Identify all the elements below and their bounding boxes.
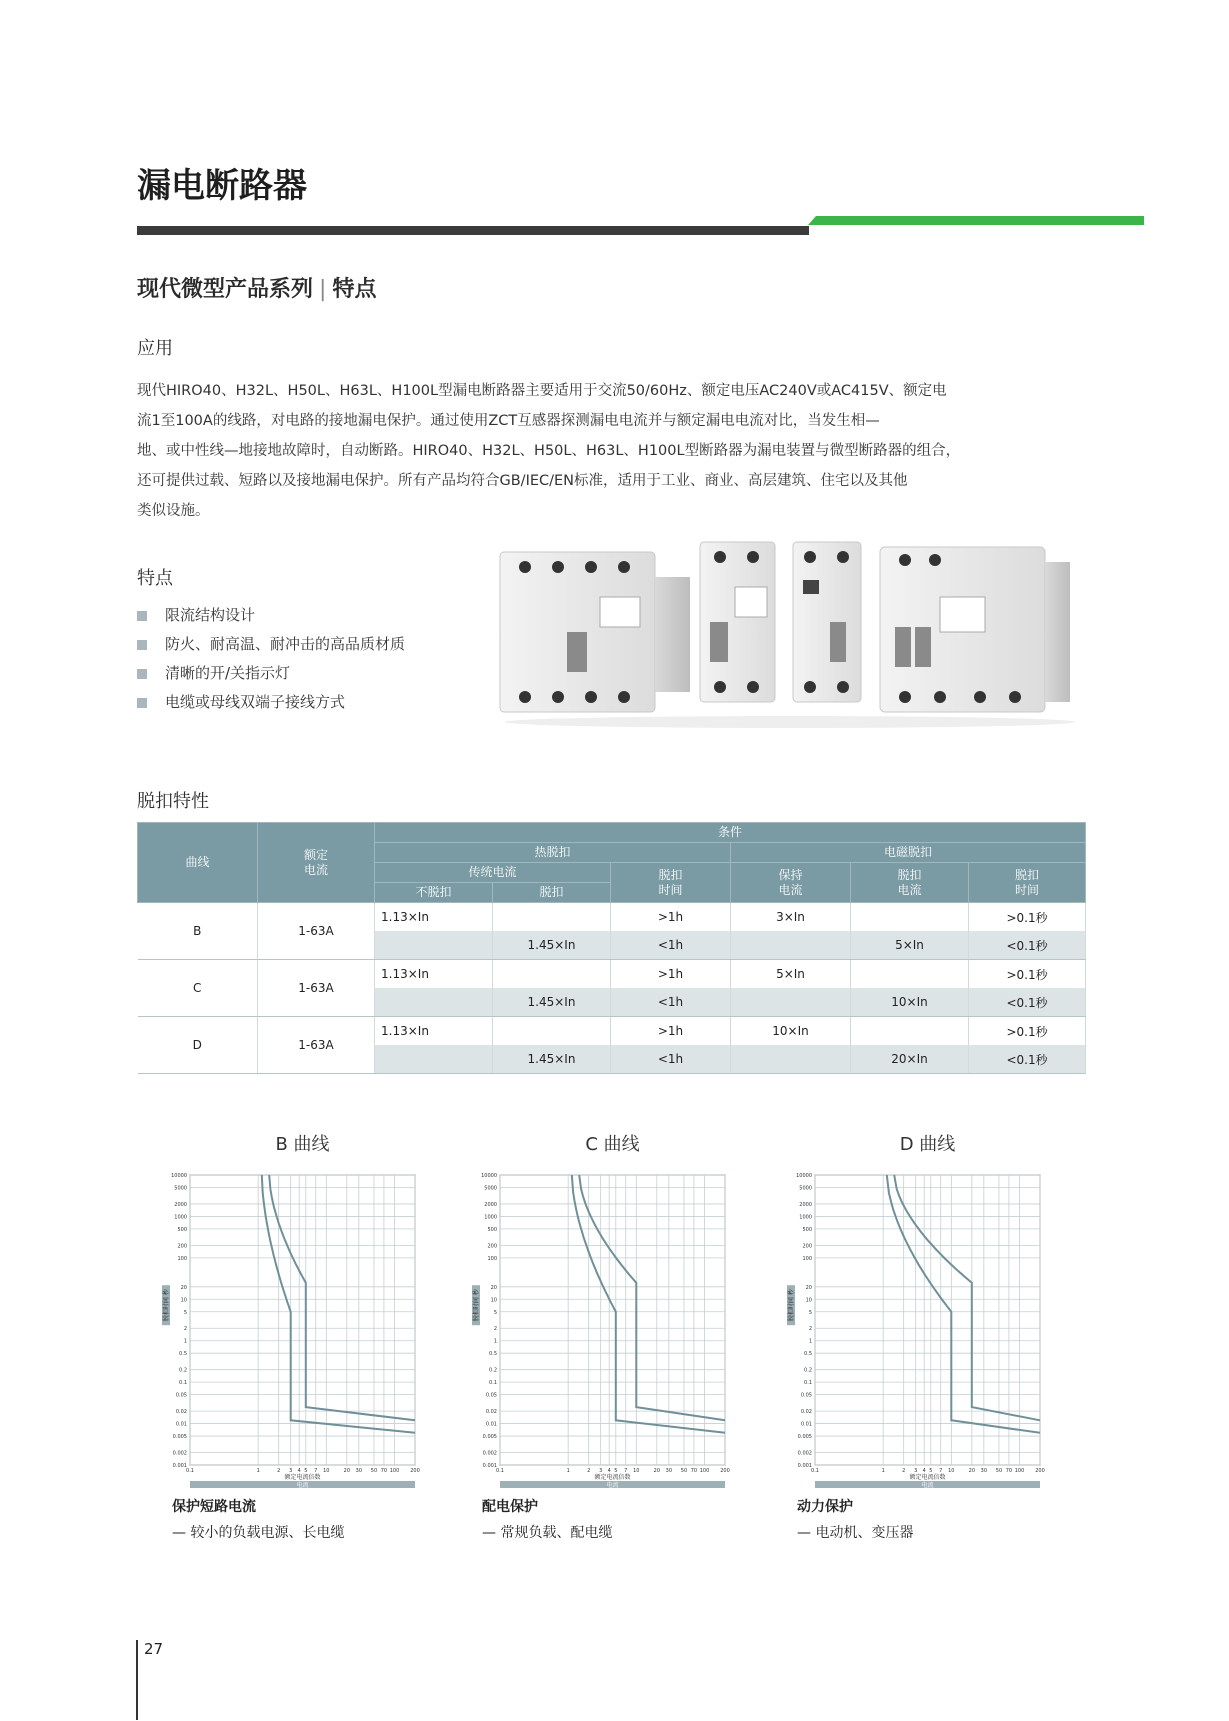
y-tick-label: 0.5 — [804, 1351, 812, 1358]
x-tick-label: 100 — [699, 1468, 710, 1474]
y-tick-label: 0.001 — [482, 1463, 497, 1469]
mtime-cell: >0.1秒 — [969, 903, 1086, 932]
curve-cell: B — [138, 903, 258, 960]
y-tick-label: 1000 — [799, 1214, 812, 1221]
table-row — [138, 903, 1086, 932]
plot-frame — [815, 1175, 1040, 1465]
y-tick-label: 10 — [180, 1297, 187, 1304]
y-tick-label: 5 — [183, 1309, 187, 1316]
plot-frame — [500, 1175, 725, 1465]
trip-cell — [493, 1017, 611, 1046]
curve-note — [482, 1494, 760, 1546]
mtime-cell: <0.1秒 — [969, 988, 1086, 1017]
list-item — [137, 601, 405, 630]
y-tick-label: 1000 — [174, 1214, 187, 1221]
y-tick-label: 2000 — [799, 1201, 812, 1208]
no-trip-cell — [375, 988, 493, 1017]
rated-cell: 1-63A — [258, 903, 375, 960]
feature-label: 防火、耐高温、耐冲击的高品质材质 — [165, 635, 406, 653]
x-tick-label: 30 — [980, 1468, 988, 1474]
bullet-square-icon — [137, 640, 147, 650]
mtime-cell: >0.1秒 — [969, 960, 1086, 989]
product-photo — [495, 532, 1085, 732]
y-tick-label: 0.2 — [804, 1367, 812, 1374]
y-tick-label: 10000 — [171, 1173, 187, 1179]
header-agreed-current: 传统电流 — [375, 863, 611, 883]
mtrip-cell: 5×In — [851, 931, 969, 960]
x-tick-label: 7 — [314, 1468, 318, 1474]
table-row — [138, 1017, 1086, 1046]
y-tick-label: 10000 — [796, 1173, 812, 1179]
x-tick-label: 200 — [1035, 1468, 1045, 1474]
x-tick-label: 1 — [881, 1468, 885, 1474]
header-thermal: 热脱扣 — [375, 843, 731, 863]
trip-heading: 脱扣特性 — [137, 791, 209, 812]
list-item — [137, 688, 405, 717]
trip-curve-svg — [785, 1130, 1075, 1490]
y-tick-label: 200 — [802, 1243, 812, 1250]
y-tick-label: 20 — [490, 1284, 497, 1291]
y-tick-label: 0.2 — [489, 1367, 497, 1374]
hold-cell — [731, 931, 851, 960]
chart-title: D 曲线 — [899, 1134, 956, 1155]
bullet-square-icon — [137, 669, 147, 679]
y-tick-label: 0.05 — [175, 1392, 187, 1399]
trip-curve-svg — [160, 1130, 450, 1490]
x-axis-label: 额定电流倍数 — [909, 1474, 946, 1481]
note-item: — 电动机、变压器 — [797, 1525, 914, 1541]
y-tick-label: 0.002 — [482, 1450, 497, 1457]
y-tick-label: 20 — [805, 1284, 812, 1291]
y-tick-label: 5 — [493, 1309, 497, 1316]
mtime-cell: <0.1秒 — [969, 1045, 1086, 1074]
x-tick-label: 70 — [690, 1468, 698, 1474]
y-tick-label: 0.02 — [485, 1409, 497, 1416]
curve-cell: C — [138, 960, 258, 1017]
breaker-4p — [500, 552, 690, 712]
header-trip: 脱扣 — [493, 883, 611, 903]
x-tick-label: 50 — [680, 1468, 688, 1474]
note-title: 配电保护 — [482, 1499, 538, 1515]
time-cell: >1h — [611, 1017, 731, 1046]
no-trip-cell: 1.13×In — [375, 903, 493, 932]
y-tick-label: 500 — [802, 1226, 812, 1233]
y-tick-label: 2 — [493, 1326, 497, 1333]
y-tick-label: 0.01 — [800, 1421, 812, 1428]
feature-label: 清晰的开/关指示灯 — [165, 664, 291, 682]
x-tick-label: 0.1 — [186, 1468, 194, 1474]
y-axis-label: 脱扣时间 秒 — [473, 1289, 480, 1322]
x-tick-label: 1 — [256, 1468, 260, 1474]
rated-cell: 1-63A — [258, 1017, 375, 1074]
x-tick-label: 70 — [380, 1468, 388, 1474]
y-tick-label: 0.05 — [485, 1392, 497, 1399]
y-tick-label: 2 — [183, 1326, 187, 1333]
mtime-cell: <0.1秒 — [969, 931, 1086, 960]
x-tick-label: 10 — [323, 1468, 330, 1474]
trip-cell: 1.45×In — [493, 1045, 611, 1074]
y-tick-label: 2 — [808, 1326, 812, 1333]
y-tick-label: 200 — [177, 1243, 187, 1250]
x-tick-label: 5 — [929, 1468, 933, 1474]
time-cell: <1h — [611, 1045, 731, 1074]
header-condition: 条件 — [375, 823, 1086, 843]
mtrip-cell — [851, 1017, 969, 1046]
x-tick-label: 5 — [304, 1468, 308, 1474]
y-tick-label: 1 — [808, 1338, 812, 1345]
y-tick-label: 0.02 — [800, 1409, 812, 1416]
x-tick-label: 50 — [370, 1468, 378, 1474]
y-tick-label: 100 — [177, 1255, 187, 1262]
x-tick-label: 3 — [914, 1468, 918, 1474]
curve-note — [797, 1494, 1075, 1546]
time-cell: <1h — [611, 988, 731, 1017]
list-item — [137, 630, 405, 659]
header-hold-current: 保持 电流 — [731, 863, 851, 903]
y-tick-label: 5000 — [174, 1185, 187, 1192]
mtime-cell: >0.1秒 — [969, 1017, 1086, 1046]
curve-cell: D — [138, 1017, 258, 1074]
chart-title: C 曲线 — [585, 1134, 640, 1155]
y-tick-label: 0.05 — [800, 1392, 812, 1399]
x-tick-label: 100 — [389, 1468, 400, 1474]
hold-cell: 10×In — [731, 1017, 851, 1046]
y-tick-label: 0.1 — [489, 1380, 497, 1387]
features-list — [137, 601, 405, 717]
subtitle-series: 现代微型产品系列 — [137, 277, 314, 302]
no-trip-cell — [375, 931, 493, 960]
curve-note — [172, 1494, 450, 1546]
page-number: 27 — [136, 1640, 163, 1720]
x-tick-label: 10 — [633, 1468, 640, 1474]
x-tick-label: 20 — [968, 1468, 976, 1474]
trip-cell: 1.45×In — [493, 931, 611, 960]
y-tick-label: 2000 — [484, 1201, 497, 1208]
x-tick-label: 50 — [995, 1468, 1003, 1474]
y-tick-label: 500 — [177, 1226, 187, 1233]
trip-curve-chart — [470, 1130, 760, 1546]
y-tick-label: 0.001 — [172, 1463, 187, 1469]
title-divider-dark — [137, 226, 809, 235]
x-tick-label: 10 — [948, 1468, 955, 1474]
x-tick-label: 70 — [1005, 1468, 1013, 1474]
bullet-square-icon — [137, 611, 147, 621]
x-tick-label: 5 — [614, 1468, 618, 1474]
y-tick-label: 10 — [805, 1297, 812, 1304]
hold-cell — [731, 1045, 851, 1074]
x-tick-label: 200 — [720, 1468, 730, 1474]
paragraph-line: 还可提供过载、短路以及接地漏电保护。所有产品均符合GB/IEC/EN标准，适用于工业、商业、高层建筑、住宅以及其他 — [137, 473, 908, 489]
x-tick-label: 2 — [902, 1468, 906, 1474]
breaker-large — [880, 547, 1070, 712]
y-tick-label: 0.002 — [797, 1450, 812, 1457]
x-tick-label: 200 — [410, 1468, 420, 1474]
time-cell: >1h — [611, 903, 731, 932]
note-title: 动力保护 — [797, 1499, 853, 1515]
table-row — [138, 960, 1086, 989]
paragraph-line: 类似设施。 — [137, 503, 210, 519]
list-item — [137, 659, 405, 688]
mtrip-cell — [851, 960, 969, 989]
x-tick-label: 0.1 — [811, 1468, 819, 1474]
hold-cell — [731, 988, 851, 1017]
hold-cell: 3×In — [731, 903, 851, 932]
x-tick-label: 30 — [665, 1468, 673, 1474]
y-tick-label: 20 — [180, 1284, 187, 1291]
time-cell: <1h — [611, 931, 731, 960]
trip-curve-chart — [785, 1130, 1075, 1546]
trip-curve-svg — [470, 1130, 760, 1490]
title-divider-accent — [808, 216, 1144, 225]
application-heading: 应用 — [137, 338, 173, 359]
x-tick-label: 30 — [355, 1468, 363, 1474]
x-tick-label: 4 — [607, 1468, 611, 1474]
y-tick-label: 0.005 — [172, 1434, 187, 1441]
x-tick-label: 4 — [922, 1468, 926, 1474]
y-tick-label: 0.5 — [489, 1351, 497, 1358]
rated-cell: 1-63A — [258, 960, 375, 1017]
x-tick-label: 3 — [599, 1468, 603, 1474]
breaker-1pn — [793, 542, 861, 702]
x-axis-label: 额定电流倍数 — [284, 1474, 321, 1481]
no-trip-cell: 1.13×In — [375, 960, 493, 989]
no-trip-cell: 1.13×In — [375, 1017, 493, 1046]
page-title: 漏电断路器 — [137, 166, 307, 206]
x-tick-label: 2 — [587, 1468, 591, 1474]
y-axis-label: 脱扣时间 秒 — [788, 1289, 795, 1322]
x-tick-label: 20 — [653, 1468, 661, 1474]
x-tick-label: 4 — [297, 1468, 301, 1474]
no-trip-cell — [375, 1045, 493, 1074]
y-tick-label: 5000 — [799, 1185, 812, 1192]
header-trip-time: 脱扣 时间 — [611, 863, 731, 903]
time-cell: >1h — [611, 960, 731, 989]
y-tick-label: 10 — [490, 1297, 497, 1304]
features-heading: 特点 — [137, 568, 173, 589]
header-trip-time-magnetic: 脱扣 时间 — [969, 863, 1086, 903]
y-tick-label: 0.01 — [485, 1421, 497, 1428]
mtrip-cell: 10×In — [851, 988, 969, 1017]
y-tick-label: 100 — [802, 1255, 812, 1262]
x-unit-label: 电流 — [606, 1482, 619, 1489]
header-rated-current: 额定 电流 — [258, 823, 375, 903]
header-trip-current: 脱扣 电流 — [851, 863, 969, 903]
subtitle-tag: 特点 — [332, 277, 377, 302]
y-tick-label: 0.001 — [797, 1463, 812, 1469]
trip-cell — [493, 903, 611, 932]
bullet-square-icon — [137, 698, 147, 708]
x-tick-label: 2 — [277, 1468, 281, 1474]
x-unit-label: 电流 — [921, 1482, 934, 1489]
subtitle-separator: | — [319, 277, 327, 302]
y-tick-label: 0.1 — [804, 1380, 812, 1387]
y-tick-label: 1 — [183, 1338, 187, 1345]
y-axis-label: 脱扣时间 秒 — [163, 1289, 170, 1322]
trip-cell — [493, 960, 611, 989]
trip-cell: 1.45×In — [493, 988, 611, 1017]
section-subtitle — [137, 272, 376, 303]
chart-title: B 曲线 — [275, 1134, 330, 1155]
header-curve: 曲线 — [138, 823, 258, 903]
breaker-2p — [700, 542, 775, 702]
x-tick-label: 100 — [1014, 1468, 1025, 1474]
note-title: 保护短路电流 — [172, 1499, 256, 1515]
trip-characteristics-table — [137, 822, 1086, 1074]
application-paragraph — [137, 376, 1037, 526]
paragraph-line: 现代HIRO40、H32L、H50L、H63L、H100L型漏电断路器主要适用于交流50/60Hz、额定电压AC240V或AC415V、额定电 — [137, 383, 947, 399]
y-tick-label: 0.2 — [179, 1367, 187, 1374]
trip-curve-chart — [160, 1130, 450, 1546]
y-tick-label: 5000 — [484, 1185, 497, 1192]
mtrip-cell — [851, 903, 969, 932]
y-tick-label: 0.005 — [482, 1434, 497, 1441]
x-tick-label: 1 — [566, 1468, 570, 1474]
y-tick-label: 10000 — [481, 1173, 497, 1179]
note-item: — 较小的负载电源、长电缆 — [172, 1525, 345, 1541]
y-tick-label: 5 — [808, 1309, 812, 1316]
y-tick-label: 100 — [487, 1255, 497, 1262]
note-item: — 常规负载、配电缆 — [482, 1525, 613, 1541]
x-tick-label: 3 — [289, 1468, 293, 1474]
feature-label: 电缆或母线双端子接线方式 — [165, 693, 346, 711]
y-tick-label: 1 — [493, 1338, 497, 1345]
mtrip-cell: 20×In — [851, 1045, 969, 1074]
paragraph-line: 流1至100A的线路，对电路的接地漏电保护。通过使用ZCT互感器探测漏电电流并与额定漏电电流对比，当发生相— — [137, 413, 880, 429]
x-tick-label: 20 — [343, 1468, 351, 1474]
header-no-trip: 不脱扣 — [375, 883, 493, 903]
y-tick-label: 0.002 — [172, 1450, 187, 1457]
feature-label: 限流结构设计 — [165, 606, 256, 624]
y-tick-label: 2000 — [174, 1201, 187, 1208]
y-tick-label: 0.01 — [175, 1421, 187, 1428]
y-tick-label: 1000 — [484, 1214, 497, 1221]
y-tick-label: 200 — [487, 1243, 497, 1250]
x-axis-label: 额定电流倍数 — [594, 1474, 631, 1481]
y-tick-label: 500 — [487, 1226, 497, 1233]
y-tick-label: 0.005 — [797, 1434, 812, 1441]
y-tick-label: 0.5 — [179, 1351, 187, 1358]
header-magnetic: 电磁脱扣 — [731, 843, 1086, 863]
x-tick-label: 7 — [939, 1468, 943, 1474]
paragraph-line: 地、或中性线—地接地故障时，自动断路。HIRO40、H32L、H50L、H63L、H100L型断路器为漏电装置与微型断路器的组合， — [137, 443, 961, 459]
y-tick-label: 0.1 — [179, 1380, 187, 1387]
x-tick-label: 7 — [624, 1468, 628, 1474]
y-tick-label: 0.02 — [175, 1409, 187, 1416]
x-unit-label: 电流 — [296, 1482, 309, 1489]
x-tick-label: 0.1 — [496, 1468, 504, 1474]
hold-cell: 5×In — [731, 960, 851, 989]
